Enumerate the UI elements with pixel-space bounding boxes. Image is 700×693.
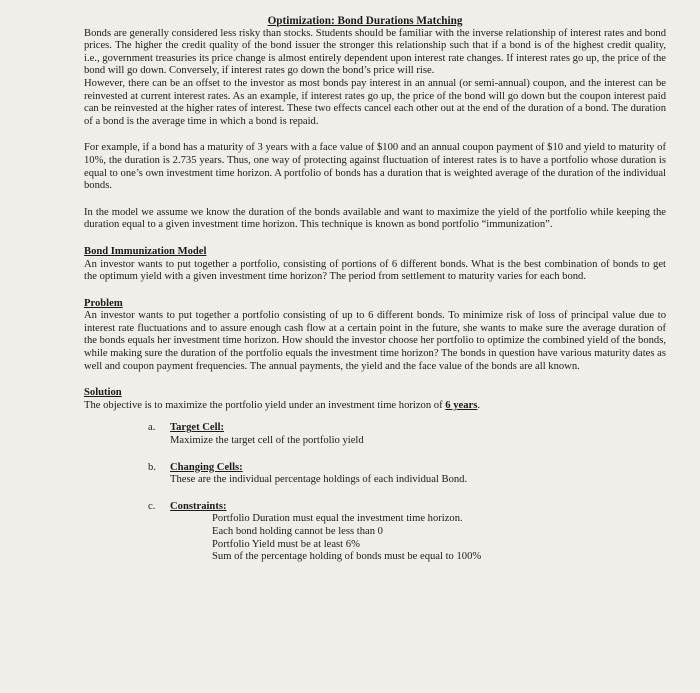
- immunization-text: An investor wants to put together a portfolio, consisting of portions of 6 different bonds. What is the best combination of bonds to get the optimum yield with a given investment time horizon? The period from settlement to maturity varies for each bond.: [84, 258, 666, 283]
- investment-horizon: 6 years: [445, 399, 478, 411]
- list-marker: a.: [148, 422, 156, 434]
- list-marker: c.: [148, 500, 156, 512]
- intro-paragraph-2: However, there can be an offset to the investor as most bonds pay interest in an annual (or semi-annual) coupon, and the interest can be reinvested at current interest rates. As an example, if interest rates go up, the price of the bond will go down but the coupon interest paid can be reinvested at the higher rates of interest. These two effects cancel each other out at the end of the duration of a bond. The duration of a bond is the average time in which a bond is repaid.: [84, 77, 666, 127]
- list-item-changing-cells: [84, 462, 666, 487]
- constraint-line: Portfolio Duration must equal the investment time horizon.: [212, 513, 463, 525]
- list-item-constraints: [84, 501, 666, 564]
- solution-heading: Solution: [84, 387, 122, 399]
- solution-list: [84, 422, 666, 563]
- list-item-title: Changing Cells:: [170, 461, 243, 473]
- list-item-text: These are the individual percentage holdings of each individual Bond.: [170, 474, 468, 486]
- model-paragraph: In the model we assume we know the duration of the bonds available and want to maximize the yield of the portfolio while keeping the duration equal to a given investment time horizon. This technique is known as bond portfolio “immunization”.: [84, 206, 666, 231]
- list-item-title: Constraints:: [170, 500, 227, 512]
- constraint-line: Portfolio Yield must be at least 6%: [212, 538, 360, 550]
- constraints-list: [170, 513, 666, 563]
- list-item-target-cell: [84, 422, 666, 447]
- solution-text-after: .: [477, 399, 481, 411]
- list-item-text: Maximize the target cell of the portfolio yield: [170, 435, 364, 447]
- list-item-title: Target Cell:: [170, 422, 225, 434]
- problem-heading: Problem: [84, 297, 123, 309]
- constraint-line: Sum of the percentage holding of bonds must be equal to 100%: [212, 551, 482, 563]
- page-title: Optimization: Bond Durations Matching: [267, 15, 463, 27]
- list-marker: b.: [148, 461, 156, 473]
- example-paragraph: For example, if a bond has a maturity of 3 years with a face value of $100 and an annual coupon payment of $10 and yield to maturity of 10%, the duration is 2.735 years. Thus, one way of protecting against fluctuation of interest rates is to have a portfolio whose duration is equal to one’s own investment time horizon. A portfolio of bonds has a duration that is weighted average of the duration of the individual bonds.: [84, 142, 666, 192]
- solution-text-before: The objective is to maximize the portfolio yield under an investment time horizon of: [84, 399, 446, 411]
- solution-section: [84, 387, 666, 564]
- problem-text: An investor wants to put together a portfolio consisting of up to 6 different bonds. To minimize risk of loss of principal value due to interest rate fluctuations and to assure enough cash flow at a certain point in the future, she wants to make sure the average duration of the bonds equals her investment time horizon. How should the investor choose her portfolio to optimize the combined yield of the bonds, while making sure the duration of the portfolio equals the investment time horizon? The bonds in question have various maturity dates as well and coupon payment frequencies. The annual payments, the yield and the face value of the bonds are all known.: [84, 310, 666, 372]
- problem-section: [84, 298, 666, 374]
- constraint-line: Each bond holding cannot be less than 0: [212, 526, 383, 537]
- solution-text: [84, 400, 666, 413]
- immunization-heading: Bond Immunization Model: [84, 245, 207, 257]
- immunization-section: [84, 246, 666, 284]
- intro-paragraph-1: Bonds are generally considered less risky than stocks. Students should be familiar with the inverse relationship of interest rates and bond prices. The higher the credit quality of the bond issuer the stronger this relationship such that if a bond is of the highest credit quality, i.e., government treasuries its price change is almost entirely dependent upon interest rate changes. If interest rates go up, the price of the bond will go down. Conversely, if interest rates go down the bond’s price will rise.: [84, 27, 666, 77]
